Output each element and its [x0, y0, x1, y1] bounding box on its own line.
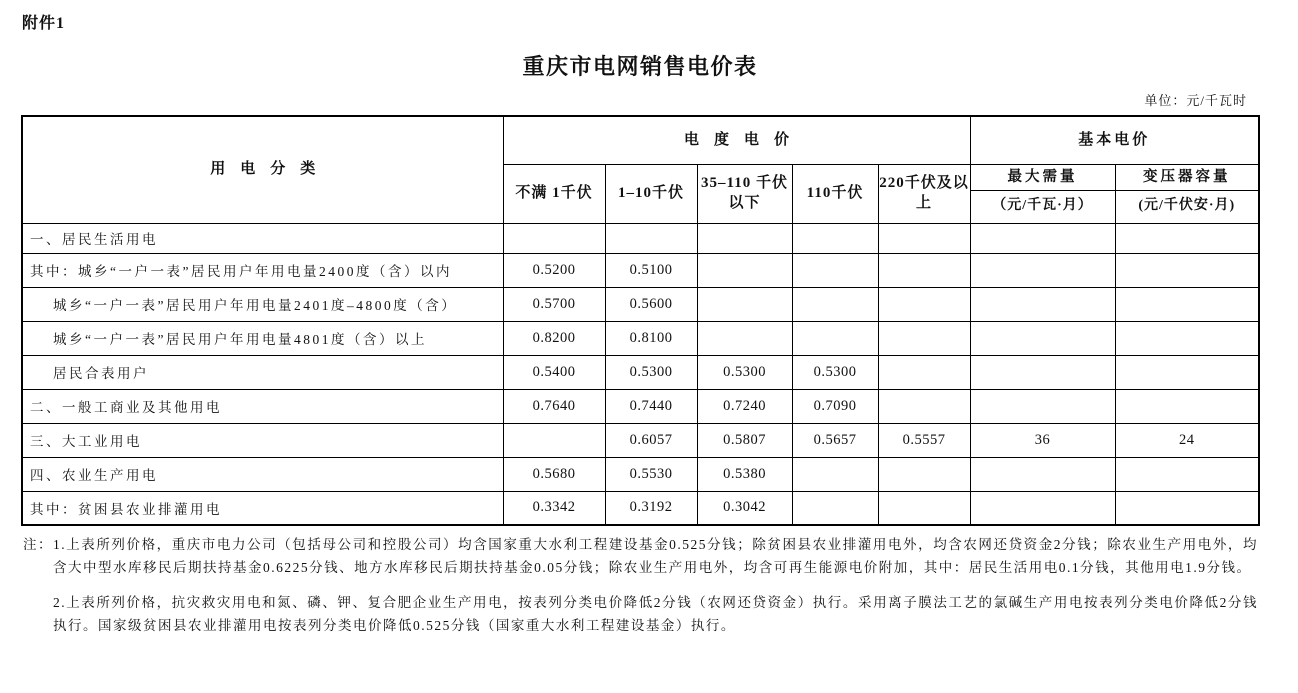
price-cell: 0.7640: [503, 389, 605, 423]
table-row: [22, 287, 1259, 321]
header-transformer-capacity-unit: (元/千伏安·月): [1115, 190, 1259, 223]
header-voltage-1-10kv: 1–10千伏: [605, 164, 697, 223]
price-cell: [878, 389, 970, 423]
footnotes-list: [53, 533, 1258, 637]
footnote-1: 1.上表所列价格，重庆市电力公司（包括母公司和控股公司）均含国家重大水利工程建设基金0.525分钱；除贫困县农业排灌用电外，均含农网还贷资金2分钱；除农业生产用电外，均含大中型水库移民后期扶持基金0.6225分钱、地方水库移民后期扶持基金0.05分钱；除农业生产用电外，均含可再生能源电价附加，其中：居民生活用电0.1分钱，其他用电1.9分钱。: [53, 537, 1258, 575]
price-cell: [1115, 287, 1259, 321]
page-title: 重庆市电网销售电价表: [522, 54, 758, 79]
price-cell: [970, 355, 1115, 389]
price-cell: [970, 253, 1115, 287]
price-cell: 36: [970, 423, 1115, 457]
price-cell: [878, 253, 970, 287]
price-cell: [792, 287, 878, 321]
price-cell: [970, 321, 1115, 355]
price-cell: 0.5680: [503, 457, 605, 491]
price-cell: 0.5557: [878, 423, 970, 457]
price-cell: [697, 321, 792, 355]
header-row-groups: [22, 116, 1259, 164]
price-cell: [878, 355, 970, 389]
price-cell: [1115, 355, 1259, 389]
price-cell: [792, 491, 878, 525]
price-cell: 0.8100: [605, 321, 697, 355]
table-row: [22, 423, 1259, 457]
price-cell: [878, 287, 970, 321]
header-category: 用 电 分 类: [22, 116, 503, 223]
header-transformer-capacity: 变压器容量: [1115, 164, 1259, 190]
price-cell: 0.3042: [697, 491, 792, 525]
price-cell: [1115, 491, 1259, 525]
price-cell: [697, 287, 792, 321]
row-label: 其中：城乡“一户一表”居民用户年用电量2400度（含）以内: [22, 253, 503, 287]
price-cell: [792, 457, 878, 491]
table-row: [22, 389, 1259, 423]
row-label: 二、一般工商业及其他用电: [22, 389, 503, 423]
header-max-demand: 最大需量: [970, 164, 1115, 190]
price-cell: [792, 223, 878, 253]
price-cell: 0.5600: [605, 287, 697, 321]
price-cell: [697, 253, 792, 287]
price-cell: [792, 321, 878, 355]
price-cell: [503, 423, 605, 457]
price-cell: [878, 491, 970, 525]
price-cell: 24: [1115, 423, 1259, 457]
price-cell: [1115, 457, 1259, 491]
price-cell: [697, 223, 792, 253]
footnote-2: 2.上表所列价格，抗灾救灾用电和氮、磷、钾、复合肥企业生产用电，按表列分类电价降低2分钱（农网还贷资金）执行。采用离子膜法工艺的氯碱生产用电按表列分类电价降低2分钱执行。国家级贫困县农业排灌用电按表列分类电价降低0.525分钱（国家重大水利工程建设基金）执行。: [53, 595, 1258, 633]
price-cell: [878, 457, 970, 491]
row-label: 一、居民生活用电: [22, 223, 503, 253]
price-cell: 0.3342: [503, 491, 605, 525]
header-max-demand-unit: （元/千瓦·月）: [970, 190, 1115, 223]
price-cell: [970, 457, 1115, 491]
price-cell: 0.5380: [697, 457, 792, 491]
table-row: [22, 321, 1259, 355]
price-cell: 0.5400: [503, 355, 605, 389]
price-cell: [970, 389, 1115, 423]
row-label: 城乡“一户一表”居民用户年用电量4801度（含）以上: [22, 321, 503, 355]
price-cell: [792, 253, 878, 287]
price-cell: 0.5200: [503, 253, 605, 287]
price-cell: 0.5657: [792, 423, 878, 457]
row-label: 其中：贫困县农业排灌用电: [22, 491, 503, 525]
price-cell: [605, 223, 697, 253]
price-cell: [1115, 253, 1259, 287]
table-row: [22, 491, 1259, 525]
price-cell: 0.5100: [605, 253, 697, 287]
attachment-label: 附件1: [22, 15, 66, 32]
unit-note: 单位：元/千瓦时: [1144, 93, 1247, 108]
header-energy-price-group: 电 度 电 价: [503, 116, 970, 164]
table-row: [22, 253, 1259, 287]
price-cell: 0.5300: [605, 355, 697, 389]
price-cell: 0.3192: [605, 491, 697, 525]
price-cell: [970, 223, 1115, 253]
price-cell: 0.5300: [697, 355, 792, 389]
price-cell: [1115, 223, 1259, 253]
price-table: [21, 115, 1260, 526]
price-cell: 0.5807: [697, 423, 792, 457]
price-cell: [1115, 321, 1259, 355]
price-cell: 0.5300: [792, 355, 878, 389]
header-basic-price-group: 基本电价: [970, 116, 1259, 164]
row-label: 三、大工业用电: [22, 423, 503, 457]
price-cell: 0.8200: [503, 321, 605, 355]
footnotes-label: 注：: [23, 537, 53, 552]
price-cell: 0.6057: [605, 423, 697, 457]
header-voltage-35-110kv: 35–110 千伏以下: [697, 164, 792, 223]
price-cell: [970, 491, 1115, 525]
row-label: 居民合表用户: [22, 355, 503, 389]
header-voltage-110kv: 110千伏: [792, 164, 878, 223]
price-cell: 0.7090: [792, 389, 878, 423]
header-voltage-220kv-up: 220千伏及以上: [878, 164, 970, 223]
price-cell: 0.7240: [697, 389, 792, 423]
price-cell: 0.7440: [605, 389, 697, 423]
price-cell: [970, 287, 1115, 321]
table-row: [22, 223, 1259, 253]
row-label: 四、农业生产用电: [22, 457, 503, 491]
table-row: [22, 457, 1259, 491]
price-cell: [878, 223, 970, 253]
price-cell: 0.5530: [605, 457, 697, 491]
row-label: 城乡“一户一表”居民用户年用电量2401度–4800度（含）: [22, 287, 503, 321]
table-row: [22, 355, 1259, 389]
header-voltage-under-1kv: 不满 1千伏: [503, 164, 605, 223]
price-cell: 0.5700: [503, 287, 605, 321]
price-cell: [1115, 389, 1259, 423]
price-cell: [503, 223, 605, 253]
price-cell: [878, 321, 970, 355]
footnotes: [23, 533, 1258, 637]
